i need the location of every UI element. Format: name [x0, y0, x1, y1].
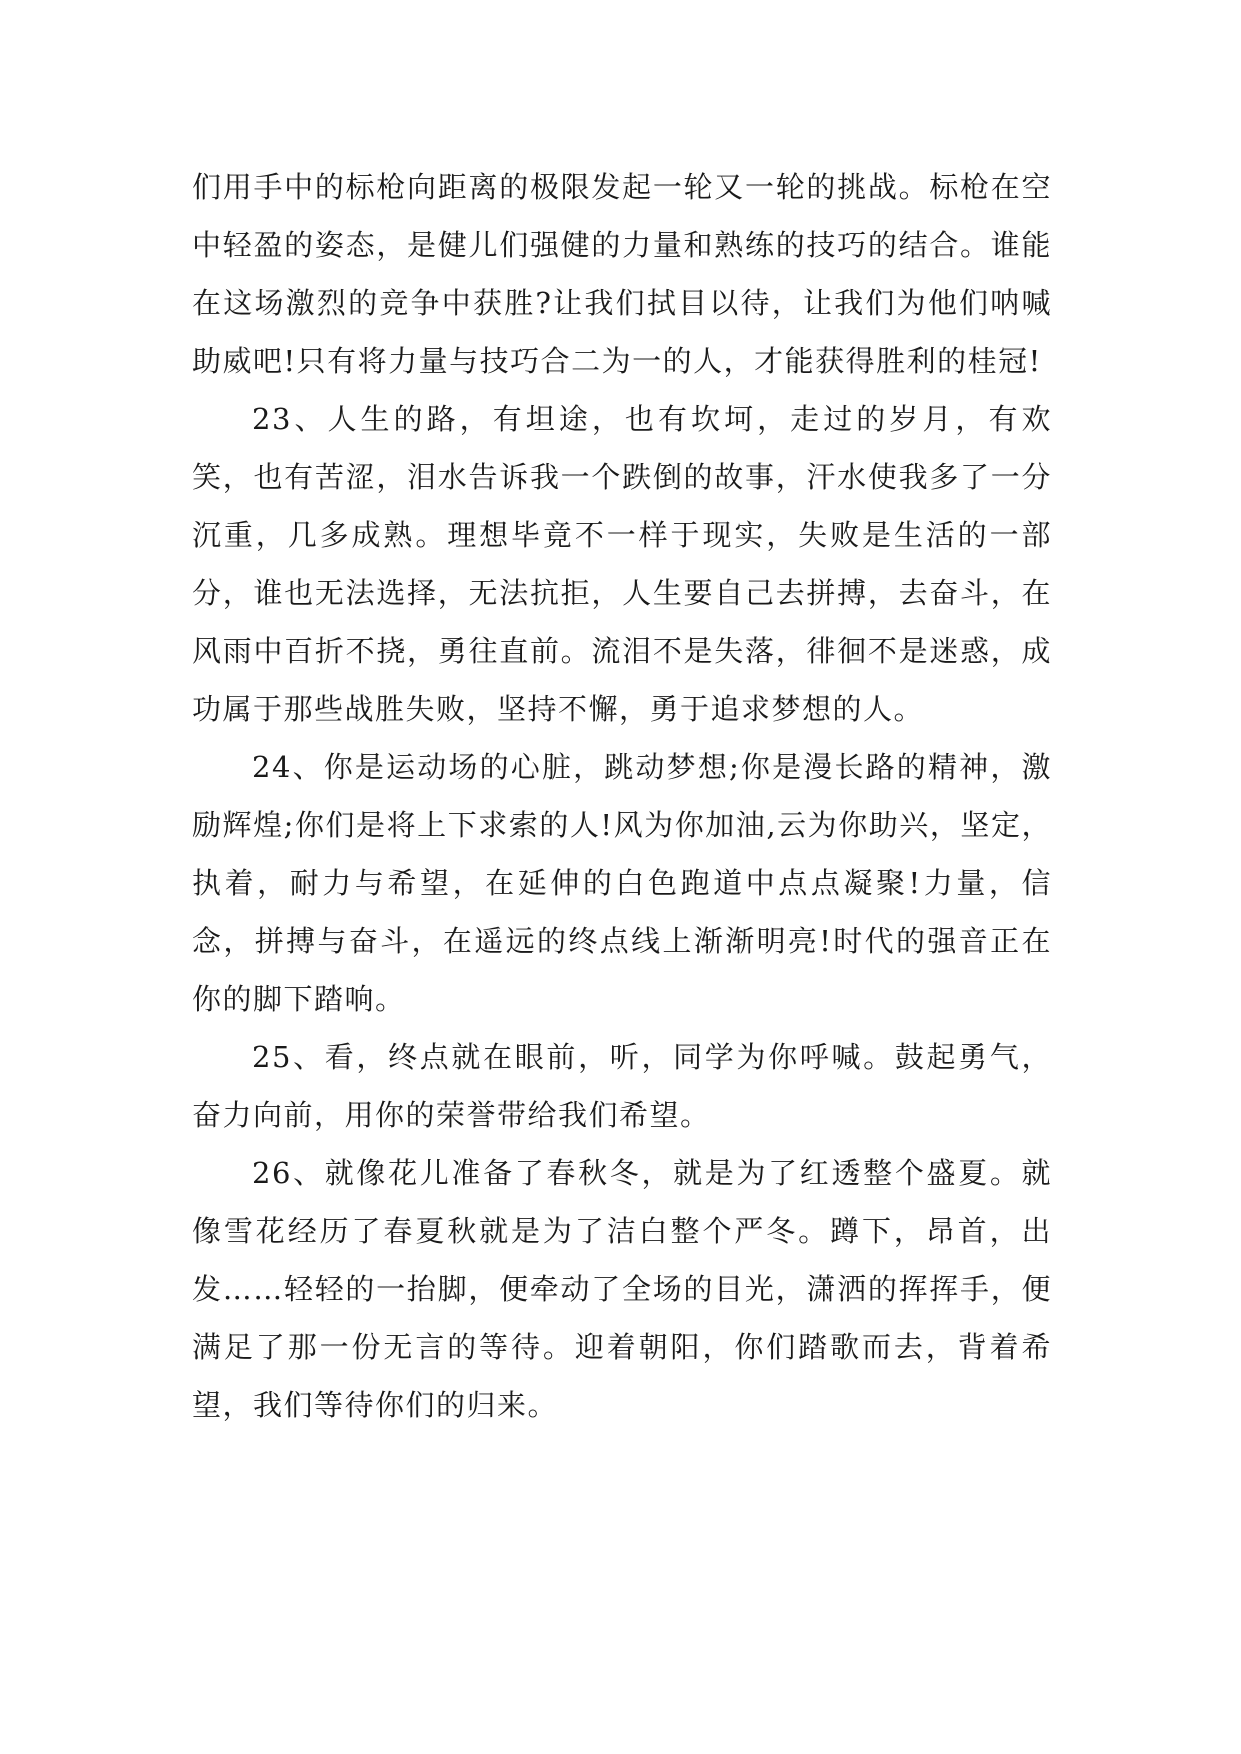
paragraph-25: 25、看，终点就在眼前，听，同学为你呼喊。鼓起勇气，奋力向前，用你的荣誉带给我们希望。	[192, 1040, 1052, 1132]
paragraph-continued: 们用手中的标枪向距离的极限发起一轮又一轮的挑战。标枪在空中轻盈的姿态，是健儿们强健的力量和熟练的技巧的结合。谁能在这场激烈的竞争中获胜?让我们拭目以待，让我们为他们呐喊助威吧!只有将力量与技巧合二为一的人，才能获得胜利的桂冠!	[192, 170, 1052, 378]
paragraph-23: 23、人生的路，有坦途，也有坎坷，走过的岁月，有欢笑，也有苦涩，泪水告诉我一个跌倒的故事，汗水使我多了一分沉重，几多成熟。理想毕竟不一样于现实，失败是生活的一部分，谁也无法选择，无法抗拒，人生要自己去拼搏，去奋斗，在风雨中百折不挠，勇往直前。流泪不是失落，徘徊不是迷惑，成功属于那些战胜失败，坚持不懈，勇于追求梦想的人。	[192, 402, 1052, 726]
paragraph-26: 26、就像花儿准备了春秋冬，就是为了红透整个盛夏。就像雪花经历了春夏秋就是为了洁白整个严冬。蹲下，昂首，出发……轻轻的一抬脚，便牵动了全场的目光，潇洒的挥挥手，便满足了那一份无言的等待。迎着朝阳，你们踏歌而去，背着希望，我们等待你们的归来。	[192, 1156, 1052, 1422]
paragraph-24: 24、你是运动场的心脏，跳动梦想;你是漫长路的精神，激励辉煌;你们是将上下求索的人!风为你加油,云为你助兴，坚定，执着，耐力与希望，在延伸的白色跑道中点点凝聚!力量，信念，拼搏与奋斗，在遥远的终点线上渐渐明亮!时代的强音正在你的脚下踏响。	[192, 750, 1052, 1016]
document-body	[192, 158, 1052, 1434]
